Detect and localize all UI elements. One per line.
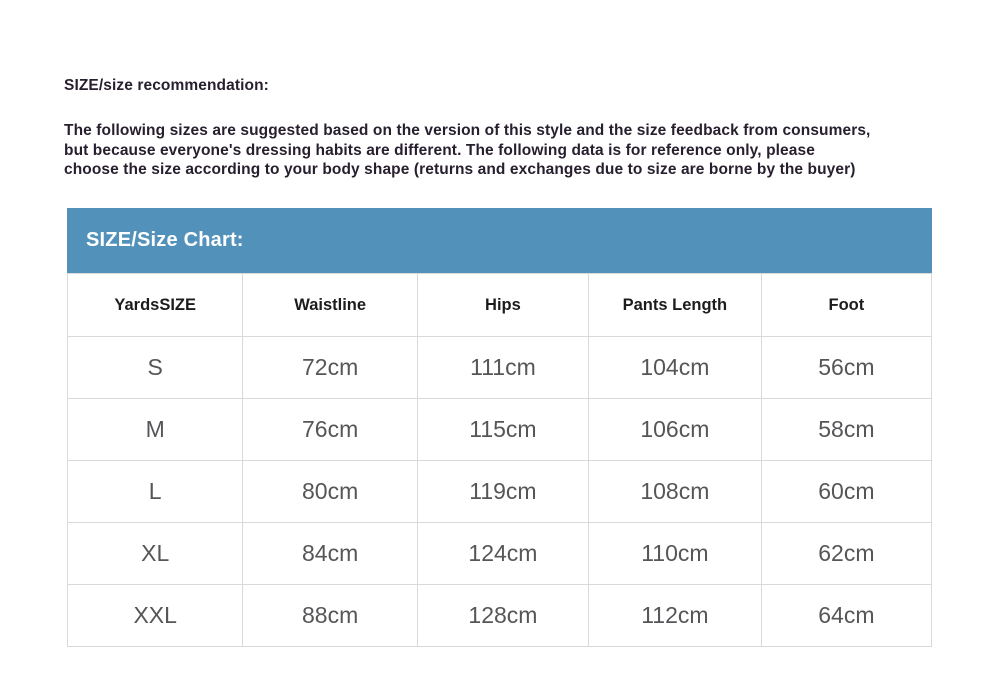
- header-cell-waistline: Waistline: [243, 274, 418, 337]
- size-table-header-row: [68, 274, 932, 337]
- pants-length-cell: 112cm: [588, 585, 761, 647]
- hips-cell: 128cm: [417, 585, 588, 647]
- pants-length-cell: 108cm: [588, 461, 761, 523]
- foot-cell: 64cm: [761, 585, 931, 647]
- pants-length-cell: 104cm: [588, 337, 761, 399]
- header-cell-hips: Hips: [417, 274, 588, 337]
- table-row-l: [68, 461, 932, 523]
- hips-cell: 115cm: [417, 399, 588, 461]
- intro-line-1: The following sizes are suggested based on the version of this style and the size feedback from consumers,: [64, 122, 871, 139]
- size-label-cell: S: [68, 337, 243, 399]
- size-chart-title-bar: [67, 208, 932, 273]
- table-row-xl: [68, 523, 932, 585]
- hips-cell: 119cm: [417, 461, 588, 523]
- foot-cell: 58cm: [761, 399, 931, 461]
- size-chart-table: [67, 273, 932, 647]
- header-cell-size: YardsSIZE: [68, 274, 243, 337]
- size-recommendation-paragraph: [64, 121, 954, 180]
- table-row-m: [68, 399, 932, 461]
- size-label-cell: XXL: [68, 585, 243, 647]
- header-cell-pants-length: Pants Length: [588, 274, 761, 337]
- waistline-cell: 88cm: [243, 585, 418, 647]
- intro-line-2: but because everyone's dressing habits are different. The following data is for reference only, please: [64, 141, 815, 159]
- table-row-xxl: [68, 585, 932, 647]
- waistline-cell: 76cm: [243, 399, 418, 461]
- intro-line-3: choose the size according to your body shape (returns and exchanges due to size are borne by the buyer): [64, 161, 856, 179]
- waistline-cell: 84cm: [243, 523, 418, 585]
- waistline-cell: 72cm: [243, 337, 418, 399]
- hips-cell: 124cm: [417, 523, 588, 585]
- hips-cell: 111cm: [417, 337, 588, 399]
- size-label-cell: L: [68, 461, 243, 523]
- foot-cell: 60cm: [761, 461, 931, 523]
- size-label-cell: M: [68, 399, 243, 461]
- pants-length-cell: 106cm: [588, 399, 761, 461]
- size-chart-title: SIZE/Size Chart:: [86, 229, 244, 251]
- table-row-s: [68, 337, 932, 399]
- size-recommendation-heading: SIZE/size recommendation:: [64, 77, 269, 94]
- size-label-cell: XL: [68, 523, 243, 585]
- foot-cell: 62cm: [761, 523, 931, 585]
- pants-length-cell: 110cm: [588, 523, 761, 585]
- waistline-cell: 80cm: [243, 461, 418, 523]
- foot-cell: 56cm: [761, 337, 931, 399]
- header-cell-foot: Foot: [761, 274, 931, 337]
